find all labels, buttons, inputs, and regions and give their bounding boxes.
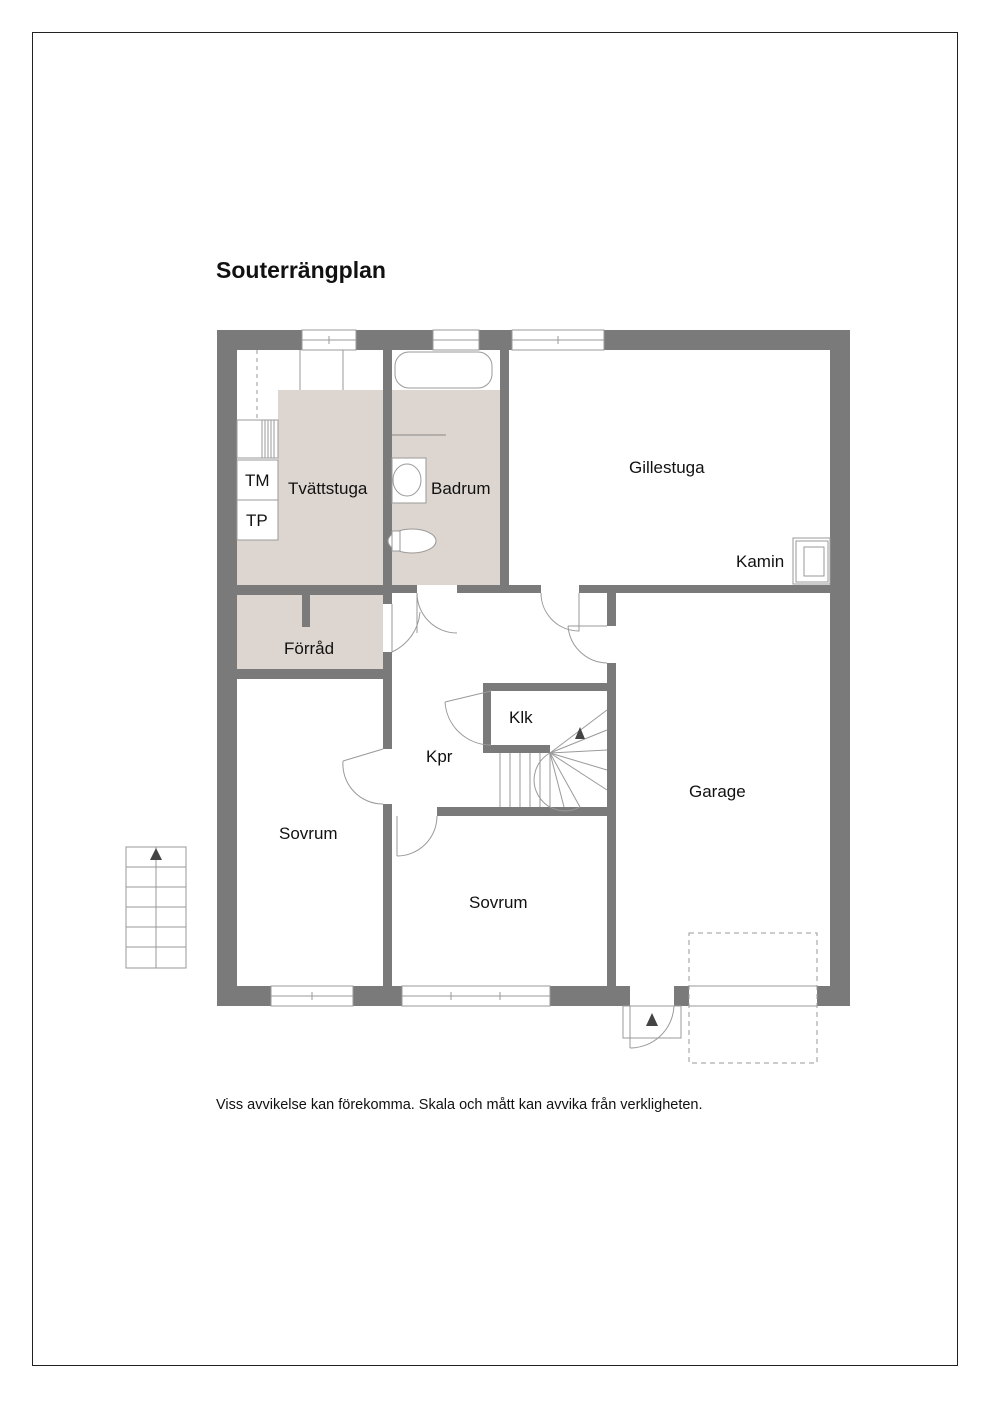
door-entrance — [630, 1006, 674, 1048]
laundry-sink-icon — [237, 420, 278, 458]
label-klk: Klk — [509, 708, 533, 727]
outdoor-stair — [126, 847, 186, 968]
label-sovrum-left: Sovrum — [279, 824, 338, 843]
label-kpr: Kpr — [426, 747, 453, 766]
basin-icon — [393, 464, 421, 496]
door-sovrum-center — [397, 816, 437, 856]
label-sovrum-center: Sovrum — [469, 893, 528, 912]
door-garage — [568, 626, 607, 663]
label-garage: Garage — [689, 782, 746, 801]
entrance-arrow-icon — [646, 1013, 658, 1026]
label-tvattstuga: Tvättstuga — [288, 479, 368, 498]
entrance-opening — [630, 986, 674, 1006]
label-tp: TP — [246, 511, 268, 530]
door-badrum — [417, 593, 457, 633]
garage-door-opening — [689, 986, 817, 1006]
label-forrad: Förråd — [284, 639, 335, 658]
door-forrad — [392, 604, 420, 652]
plan-title: Souterrängplan — [216, 257, 386, 283]
disclaimer-text: Viss avvikelse kan förekomma. Skala och mått kan avvika från verkligheten. — [216, 1097, 703, 1113]
label-gillestuga: Gillestuga — [629, 458, 705, 477]
bathtub-icon — [395, 352, 492, 388]
door-sovrum-left — [343, 749, 383, 804]
label-badrum: Badrum — [431, 479, 491, 498]
doors — [343, 593, 681, 1048]
label-tm: TM — [245, 471, 270, 490]
label-kamin: Kamin — [736, 552, 785, 571]
door-gillestuga — [541, 593, 579, 631]
